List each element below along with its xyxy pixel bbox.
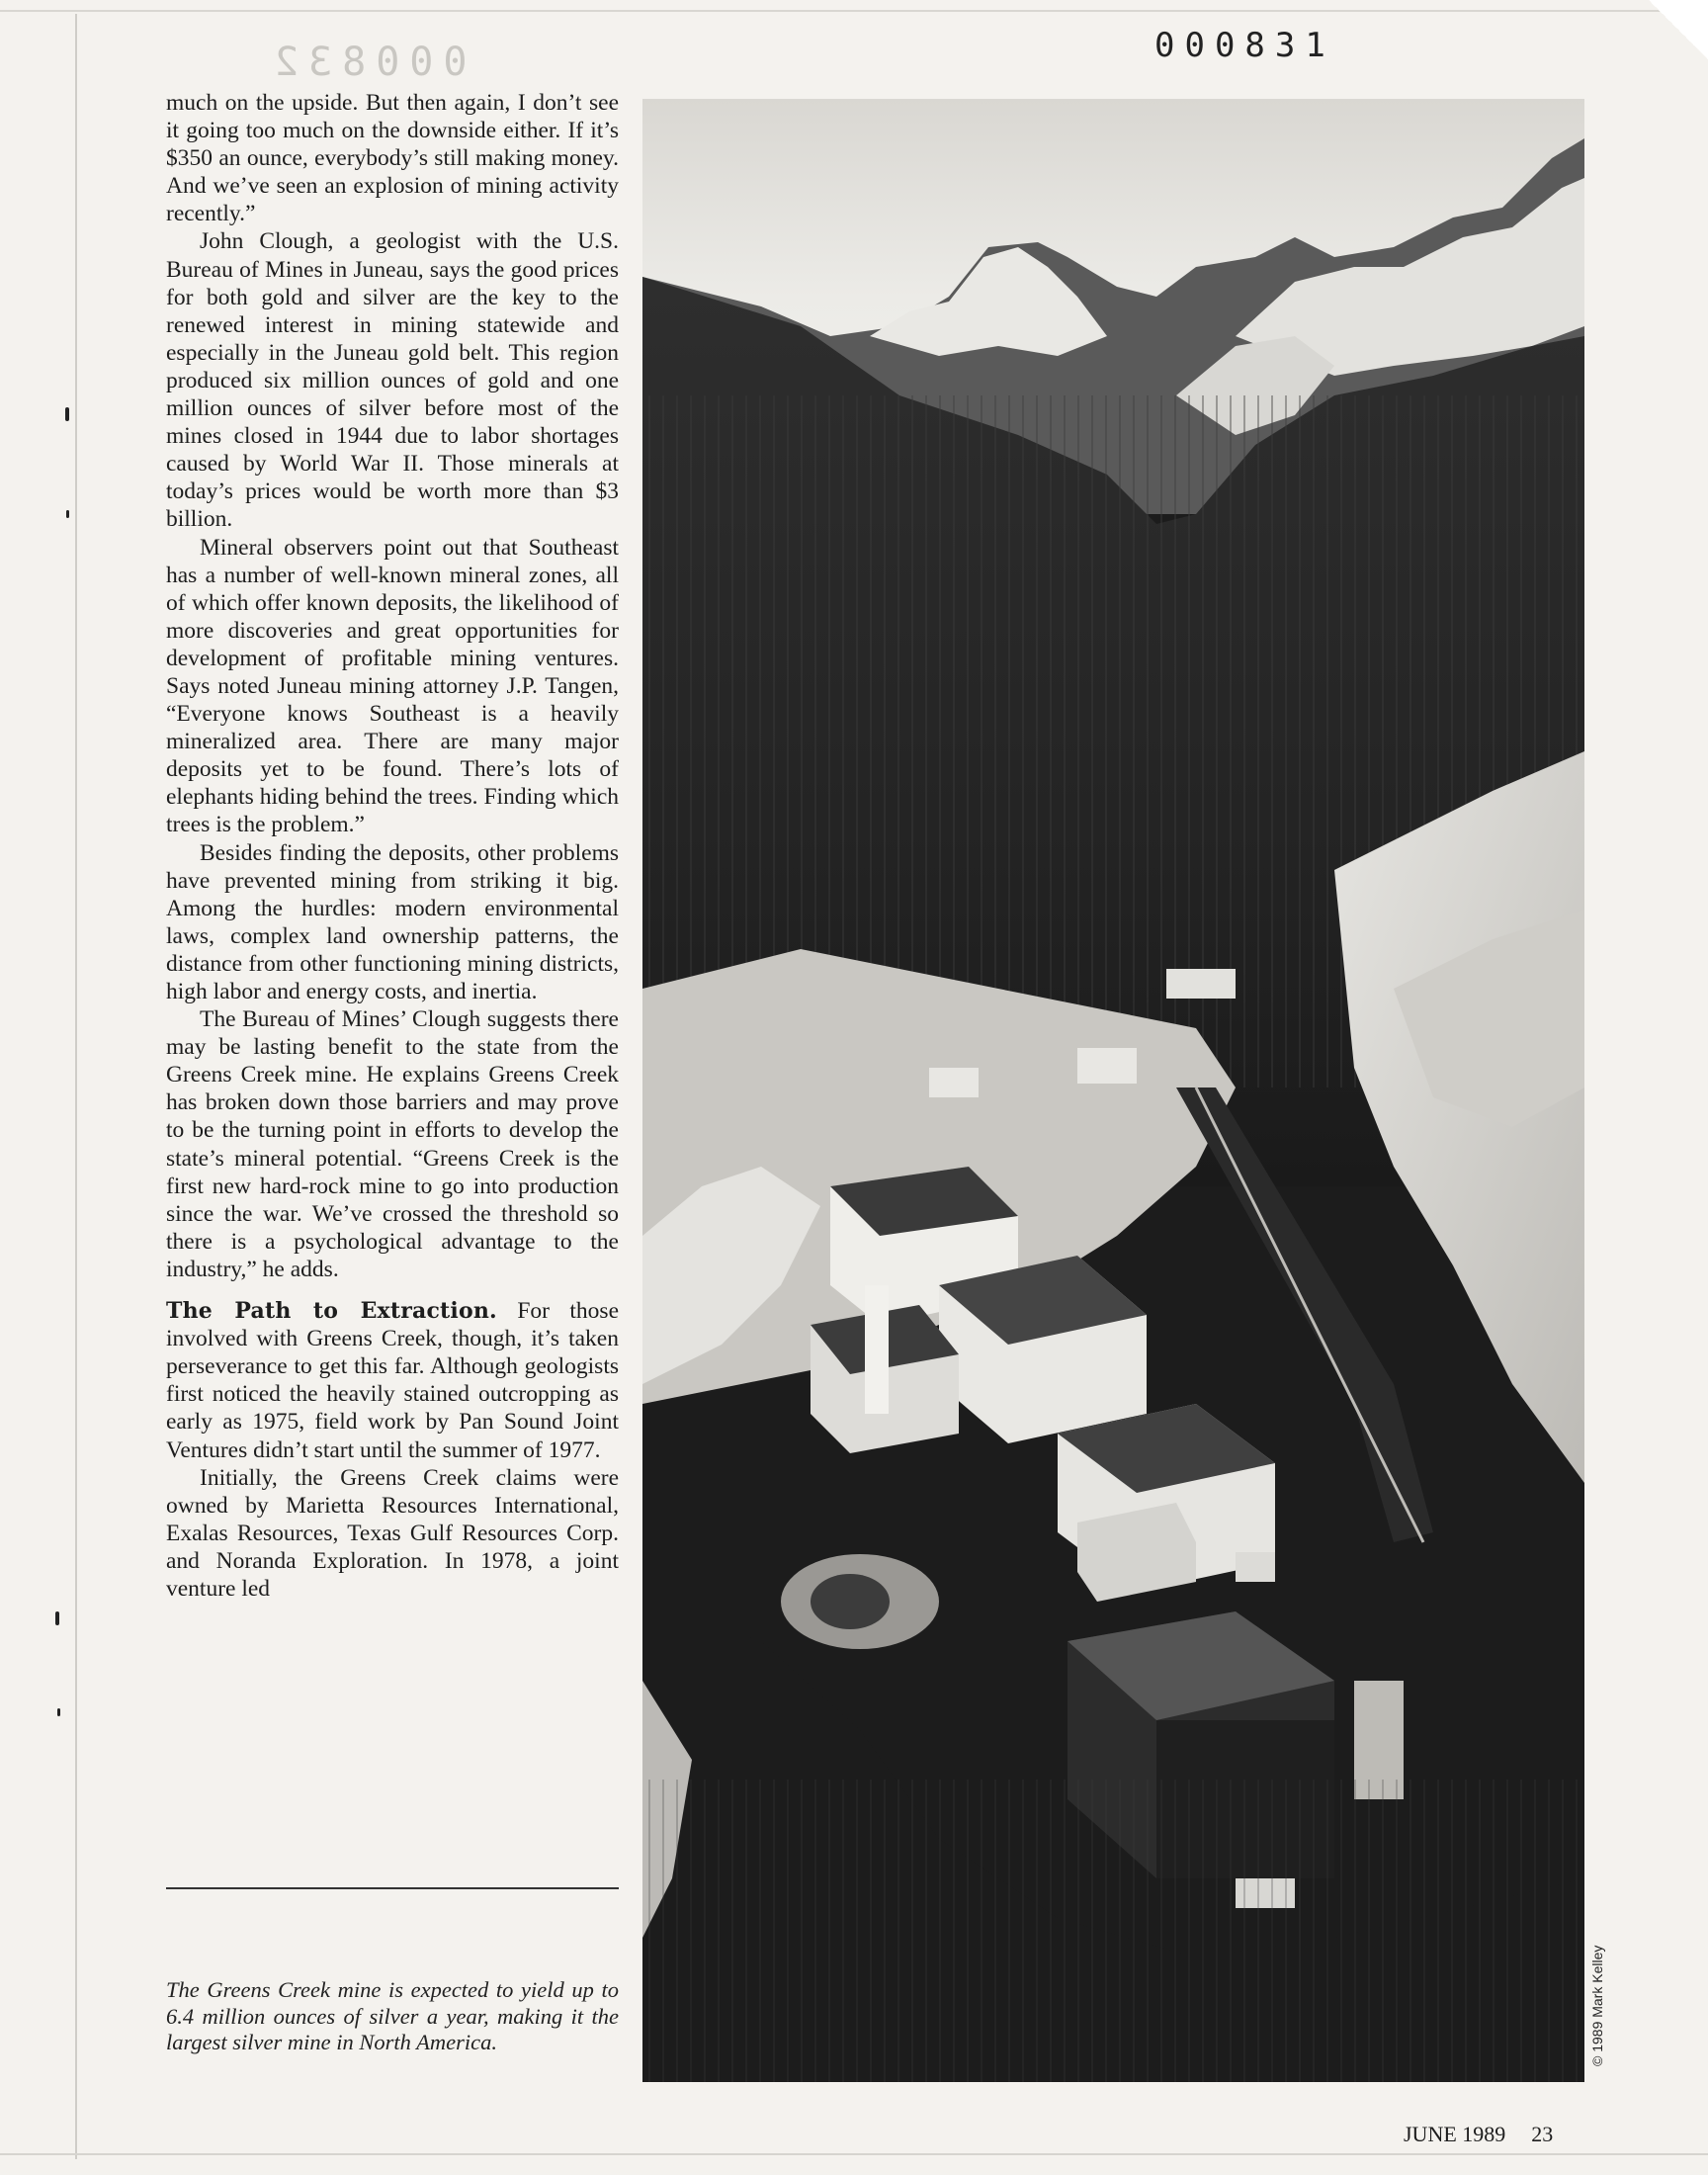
article-paragraph-text: For those involved with Greens Creek, though, it’s taken perseverance to get this far. Although geologists first noticed the heavily stained outcropping as early as 1975, field work by Pan Sound Joint Ventures didn’t start until the summer of 1977. — [166, 1298, 620, 1463]
binder-mark — [65, 407, 69, 421]
article-paragraph: John Clough, a geologist with the U.S. Bureau of Mines in Juneau, says the good prices for both gold and silver are the key to the renewed interest in mining statewide and especially in the Juneau gold belt. This region produced six million ounces of gold and one million ounces of silver before most of the mines closed in 1944 due to labor shortages caused by World War II. Those minerals at today’s prices would be worth more than $3 billion. — [166, 228, 619, 533]
page-number: 23 — [1531, 2122, 1554, 2146]
photo-caption: The Greens Creek mine is expected to yield up to 6.4 million ounces of silver a year, making it the largest silver mine in North America. — [166, 1977, 619, 2054]
corner-fold — [1649, 0, 1708, 59]
binder-mark — [66, 510, 69, 518]
column-rule — [166, 1887, 619, 1889]
page-edge-left — [75, 14, 77, 2159]
binder-mark — [55, 1611, 59, 1625]
binder-mark — [57, 1708, 60, 1716]
article-paragraph: Mineral observers point out that Southeast has a number of well-known mineral zones, all of which offer known deposits, the likelihood of more discoveries and great opportunities for development of profitable mining ventures. Says noted Juneau mining attorney J.P. Tangen, “Everyone knows Southeast is a heavily mineralized area. There are many major deposits yet to be found. There’s lots of elephants hiding behind the trees. Finding which trees is the problem.” — [166, 534, 619, 838]
article-paragraph: The Bureau of Mines’ Clough suggests there may be lasting benefit to the state from the Greens Creek mine. He explains Greens Creek has broken down those barriers and may prove to be the turning point in efforts to develop the state’s mineral potential. “Greens Creek is the first new hard-rock mine to go into production since the war. We’ve crossed the threshold so there is a psychological advantage to the industry,” he adds. — [166, 1006, 619, 1282]
section-subhead: The Path to Extraction. — [166, 1298, 497, 1325]
page-edge-top — [0, 10, 1708, 12]
article-section-paragraph — [166, 1297, 619, 1464]
photo-credit: © 1989 Mark Kelley — [1589, 1945, 1605, 2066]
page-edge-bottom — [0, 2153, 1708, 2155]
article-paragraph: Besides finding the deposits, other problems have prevented mining from striking it big. Among the hurdles: modern environmental laws, complex land ownership patterns, the distance from other functioning mining districts, high labor and energy costs, and inertia. — [166, 839, 619, 1004]
mine-aerial-photo — [642, 99, 1584, 2082]
page-footer — [1404, 2122, 1553, 2147]
article-column — [166, 89, 619, 1603]
article-paragraph: much on the upside. But then again, I don’t see it going too much on the downside either. If it’s $350 an ounce, everybody’s still making money. And we’ve seen an explosion of mining activity recently.” — [166, 90, 619, 227]
issue-date: JUNE 1989 — [1404, 2122, 1506, 2146]
bates-stamp-bleedthrough: 000832 — [265, 40, 468, 85]
bates-stamp: 000831 — [1154, 26, 1335, 65]
article-paragraph: Initially, the Greens Creek claims were owned by Marietta Resources International, Exalas Resources, Texas Gulf Resources Corp. and Noranda Exploration. In 1978, a joint venture led — [166, 1464, 619, 1602]
